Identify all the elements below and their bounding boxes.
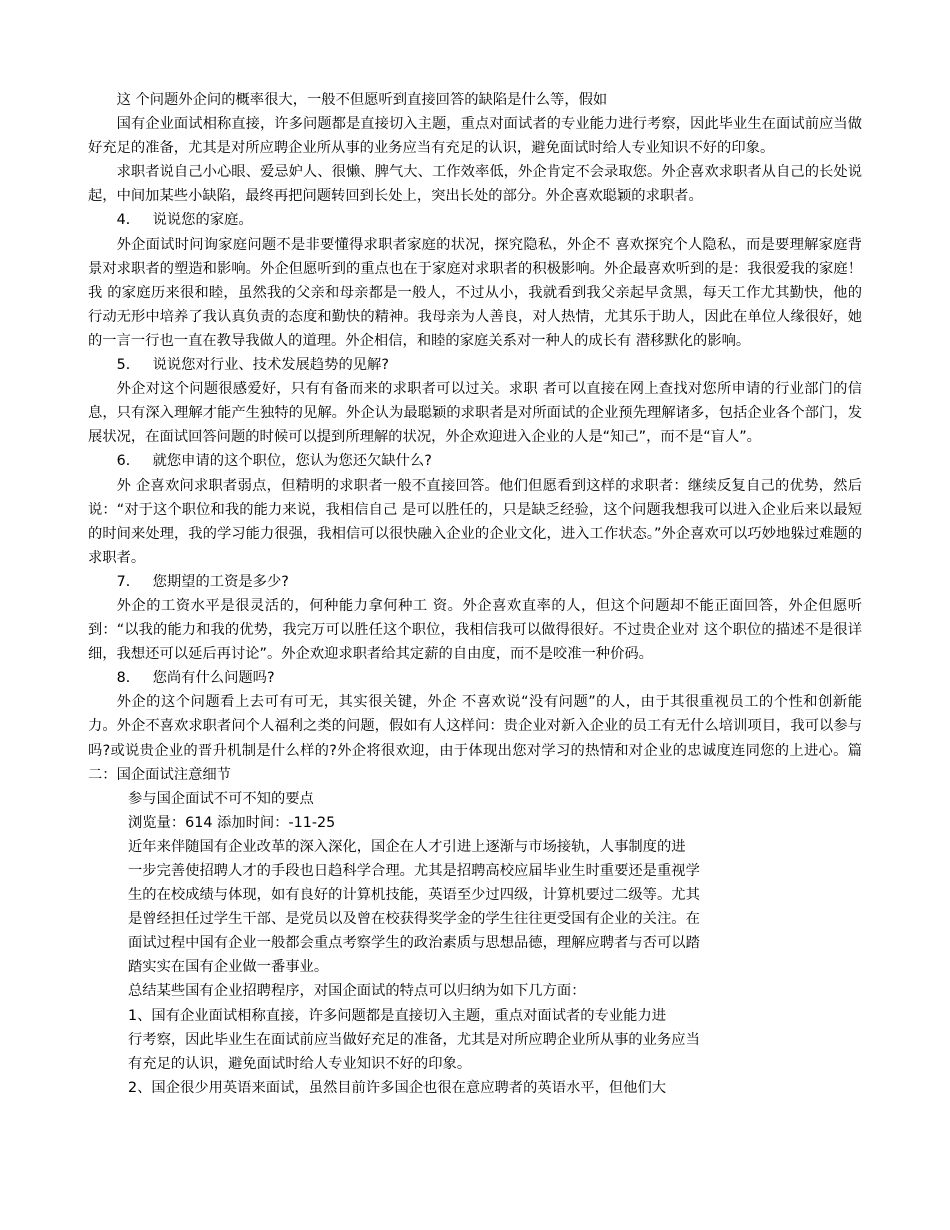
article-line: 2、国企很少用英语来面试，虽然目前许多国企也很在意应聘者的英语水平，但他们大 xyxy=(128,1079,667,1096)
article-line: 行考察，因此毕业生在面试前应当做好充足的准备，尤其是对所应聘企业所从事的业务应当 xyxy=(128,1031,700,1048)
question-6-text: 就您申请的这个职位，您认为您还欠缺什么? xyxy=(152,453,432,470)
article-line: 1、国有企业面试相称直接，许多问题都是直接切入主题，重点对面试者的专业能力进 xyxy=(128,1007,667,1024)
question-7-number: 7． xyxy=(116,573,140,590)
article-title: 参与国企面试不可不知的要点 xyxy=(128,790,314,807)
question-8-heading xyxy=(88,666,862,690)
paragraph-family: 外企面试时问询家庭问题不是非要懂得求职者家庭的状况，探究隐私，外企不 喜欢探究个人隐私，而是要理解家庭背景对求职者的塑造和影响。外企但愿听到的重点也在于家庭对求职者的积极影响。外企最喜欢听到的是：我很爱我的家庭！我 的家庭历来很和睦，虽然我的父亲和母亲都是一般人，不过从小，我就看到我父亲起早贪黑，每天工作尤其勤快，他的行动无形中培养了我认真负责的态度和勤快的精神。我母亲为人善良，对人热情，尤其乐于助人，因此在单位人缘很好，她的一言一行也一直在教导我做人的道理。外企相信，和睦的家庭关系对一种人的成长有 潜移默化的影响。 xyxy=(88,236,862,349)
question-4-heading xyxy=(88,208,862,232)
paragraph-industry-trends: 外企对这个问题很感爱好，只有有备而来的求职者可以过关。求职 者可以直接在网上查找对您所申请的行业部门的信息，只有深入理解才能产生独特的见解。外企认为最聪颖的求职者是对所面试的企业预先理解诸多，包括企业各个部门，发展状况，在面试回答问题的时候可以提到所理解的状况，外企欢迎进入企业的人是“知己”，而不是“盲人”。 xyxy=(88,381,862,446)
article-line: 是曾经担任过学生干部、是党员以及曾在校获得奖学金的学生往往更受国有企业的关注。在 xyxy=(128,911,700,928)
paragraph-shortcomings: 外 企喜欢问求职者弱点，但精明的求职者一般不直接回答。他们但愿看到这样的求职者：继续反复自己的优势，然后说：“对于这个职位和我的能力来说，我相信自己 是可以胜任的，只是缺乏经验，这个问题我想我可以进入企业后来以最短的时间来处理，我的学习能力很强，我相信可以很快融入企业的企业文化，进入工作状态。”外企喜欢可以巧妙地躲过难题的求职者。 xyxy=(88,477,862,566)
section-soe-interview xyxy=(88,787,862,1100)
paragraph-soe-direct: 国有企业面试相称直接，许多问题都是直接切入主题，重点对面试者的专业能力进行考察，因此毕业生在面试前应当做好充足的准备，尤其是对所应聘企业所从事的业务应当有充足的认识，避免面试时给人专业知识不好的印象。 xyxy=(88,116,862,157)
paragraph-any-questions: 外企的这个问题看上去可有可无，其实很关键，外企 不喜欢说“没有问题”的人，由于其很重视员工的个性和创新能力。外企不喜欢求职者问个人福利之类的问题，假如有人这样问：贵企业对新入企业的员工有无什么培训项目，我可以参与吗?或说贵企业的晋升机制是什么样的?外企将很欢迎，由于体现出您对学习的热情和对企业的忠诚度连同您的上进心。篇二：国企面试注意细节 xyxy=(88,694,862,783)
question-6-number: 6． xyxy=(116,453,140,470)
question-5-heading xyxy=(88,353,862,377)
article-line: 一步完善使招聘人才的手段也日趋科学合理。尤其是招聘高校应届毕业生时重要还是重视学 xyxy=(128,863,700,879)
question-6-heading xyxy=(88,449,862,473)
paragraph-weakness: 求职者说自己小心眼、爱忌妒人、很懒、脾气大、工作效率低，外企肯定不会录取您。外企喜欢求职者从自己的长处说起，中间加某些小缺陷，最终再把问题转回到长处上，突出长处的部分。外企喜欢聪颖的求职者。 xyxy=(88,164,862,205)
paragraph-salary: 外企的工资水平是很灵活的，何种能力拿何种工 资。外企喜欢直率的人，但这个问题却不能正面回答，外企但愿听到：“以我的能力和我的优势，我完万可以胜任这个职位，我相信我可以做得很好。不过贵企业对 这个职位的描述不是很详细，我想还可以延后再讨论”。外企欢迎求职者给其定薪的自由度，而不是咬准一种价码。 xyxy=(88,597,862,663)
article-meta: 浏览量：614 添加时间：-11-25 xyxy=(128,814,336,831)
question-8-text: 您尚有什么问题吗? xyxy=(152,670,275,687)
article-line: 生的在校成绩与体现，如有良好的计算机技能，英语至少过四级，计算机要过二级等。尤其 xyxy=(128,887,700,904)
article-line: 近年来伴随国有企业改革的深入深化，国企在人才引进上逐渐与市场接轨，人事制度的进 xyxy=(128,838,686,855)
article-line: 有充足的认识，避免面试时给人专业知识不好的印象。 xyxy=(128,1055,472,1072)
question-5-number: 5． xyxy=(116,357,140,374)
question-7-heading xyxy=(88,570,862,594)
article-line: 面试过程中国有企业一般都会重点考察学生的政治素质与思想品德，理解应聘者与否可以踏 xyxy=(128,935,700,952)
question-8-number: 8． xyxy=(116,670,140,687)
article-line: 踏实实在国有企业做一番事业。 xyxy=(128,959,329,976)
question-5-text: 说说您对行业、技术发展趋势的见解? xyxy=(152,357,389,374)
document-page xyxy=(88,88,862,1100)
question-7-text: 您期望的工资是多少? xyxy=(152,573,289,590)
question-4-text: 说说您的家庭。 xyxy=(152,212,253,229)
question-4-number: 4． xyxy=(116,212,140,229)
paragraph-intro: 这 个问题外企问的概率很大，一般不但愿听到直接回答的缺陷是什么等，假如 xyxy=(116,92,608,108)
article-line: 总结某些国有企业招聘程序，对国企面试的特点可以归纳为如下几方面： xyxy=(128,983,586,1000)
